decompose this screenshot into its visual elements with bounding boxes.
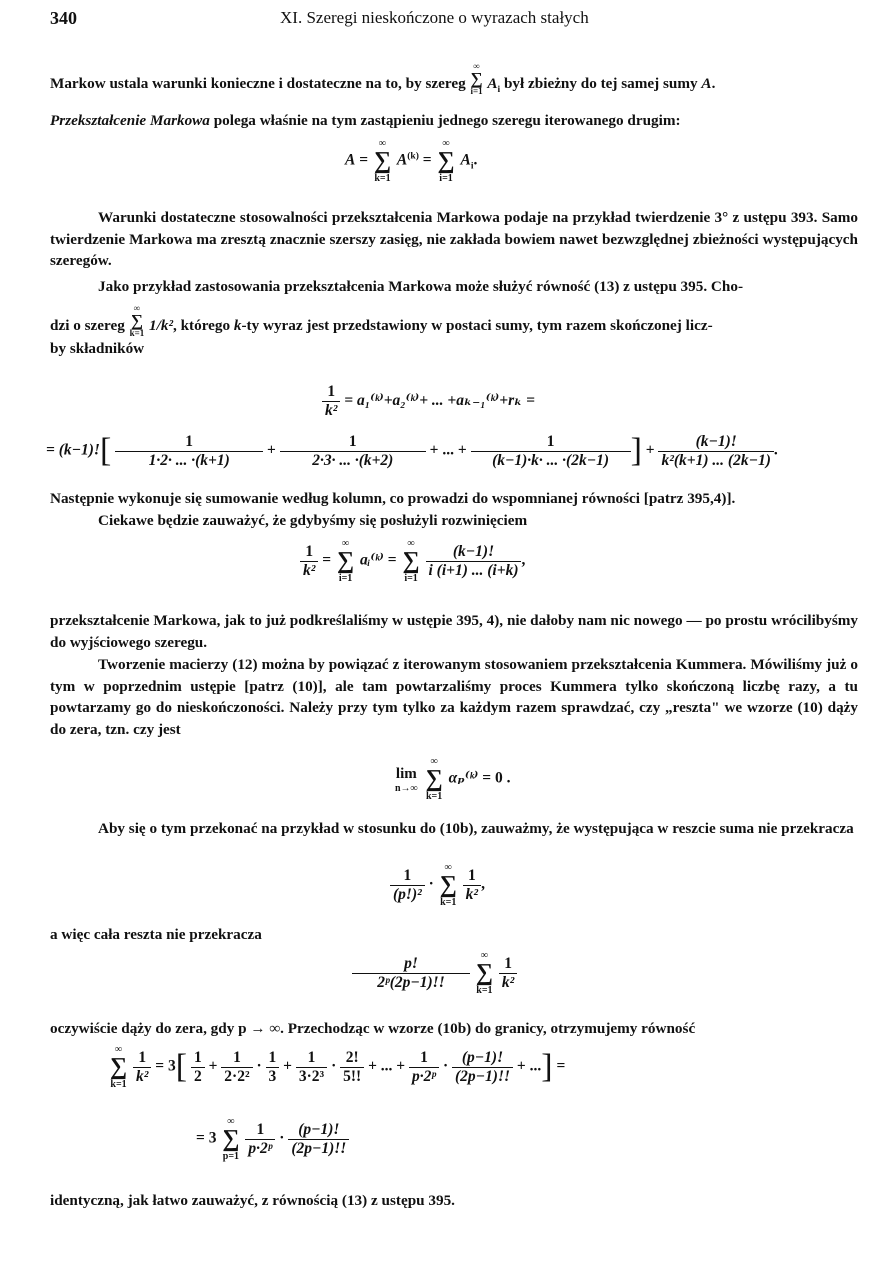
paragraph-markow-definition: Przekształcenie Markowa polega właśnie na tym zastąpieniu jednego szeregu iterowanego drugim:: [50, 112, 681, 129]
paragraph-summation: Następnie wykonuje się sumowanie według kolumn, co prowadzi do wspomnianej równości [patrz 395,4)].: [50, 490, 736, 507]
paragraph-kummer: Tworzenie macierzy (12) można by powiązać z iterowanym stosowaniem przekształcenia Kummera. Mówiliśmy już o tym w poprzednim ustępie [patrz (10)], ale tam powtarzaliśmy proces Kummera tylko skończoną liczbę razy, a tu powtarzamy go do nieskończoności. Należy przy tym tylko za każdym razem sprawdzać, czy „reszta" we wzorze (10) dąży do zera, tzn. czy jest: [50, 656, 858, 738]
running-title: XI. Szeregi nieskończone o wyrazach stałych: [280, 8, 589, 27]
equation-4: $\frac{1}{\text{k²}}$ = ∞ ∑ i=1 aᵢ⁽ᵏ⁾ = ∞ ∑ i=1 $\frac{(k-1)!}{i (i+1) ... (i+k)}$ ,: [300, 538, 525, 584]
paragraph-nothing-new: przekształcenie Markowa, jak to już podkreślaliśmy w ustępie 395, 4), nie dałoby nam nic nowego — po prostu wrócilibyśmy do wyjściowego szeregu.: [50, 612, 858, 651]
paragraph-expansion: Ciekawe będzie zauważyć, że gdybyśmy się posłużyli rozwinięciem: [98, 512, 528, 529]
equation-5: lim n→∞ ∞ ∑ k=1 αₚ⁽ᵏ⁾ = 0 .: [395, 756, 511, 802]
sum-symbol: ∞ ∑ i=1: [470, 61, 483, 96]
paragraph-remainder: Aby się o tym przekonać na przykład w stosunku do (10b), zauważmy, że występująca w reszcie suma nie przekracza: [98, 820, 854, 837]
equation-1: A = ∞ ∑ k=1 $A^{(k)}$ = ∞ ∑ i=1 $A_i$.: [345, 138, 478, 184]
term-italic: Przekształcenie Markowa: [50, 112, 210, 129]
paragraph-markow-conditions: Markow ustala warunki konieczne i dostateczne na to, by szereg ∞ ∑ i=1 $A_i$ był zbieżny do tej samej sumy A.: [50, 61, 716, 96]
paragraph-conclusion: identyczną, jak łatwo zauważyć, z równością (13) z ustępu 395.: [50, 1192, 455, 1209]
equation-6: $\frac{1}{\text{(p!)²}}$ · ∞ ∑ k=1 $\frac{1}{\text{k²}}$ ,: [390, 862, 485, 908]
equation-7: $\frac{p!}{\text{2ᵖ(2p−1)!!}}$ ∞ ∑ k=1 $\frac{1}{\text{k²}}$: [352, 950, 517, 996]
page-header: [50, 8, 860, 30]
equation-8: ∞ ∑ k=1 $\frac{1}{\text{k²}}$ = 3[ $\frac{1}{2}$ + $\frac{1}{\text{2·2²}}$ · $\frac{1}{3}$ + $\frac{1}{\text{3·2³}}$ · $\frac{2!}{5!!}$ + ... + $\frac{1}{\text{p·2ᵖ}}$ · $\frac{(p-1)!}{(2p-1)!!}$ + ...] =: [110, 1044, 566, 1090]
equation-3: = (k−1)![ $\frac{1}{1\cdot 2\cdot ... \cdot(k+1)}$ + $\frac{1}{2\cdot 3\cdot ... \cdot(k+2)}$ + ... + $\frac{1}{(k-1)\cdot k\cdot ... \cdot(2k-1)}$ ] + $\frac{(k-1)!}{\text{k²(k+1) ... (2k−1)}}$ .: [46, 432, 778, 469]
paragraph-limit: oczywiście dąży do zera, gdy p → ∞. Przechodząc w wzorze (10b) do granicy, otrzymujemy równość: [50, 1020, 696, 1037]
paragraph-example: Jako przykład zastosowania przekształcenia Markowa może służyć równość (13) z ustępu 395. Cho- dzi o szereg ∞ ∑ k=1 1/k², którego k-ty wyraz jest przedstawiony w postaci sumy, tym razem skończonej licz- by składników: [50, 278, 744, 357]
paragraph-whole-remainder: a więc cała reszta nie przekracza: [50, 926, 262, 943]
equation-9: = 3 ∞ ∑ p=1 $\frac{1}{\text{p·2ᵖ}}$ · $\frac{(p-1)!}{(2p-1)!!}$: [196, 1116, 349, 1162]
page-number: 340: [50, 8, 77, 28]
equation-2: $\frac{1}{\text{k²}}$ = a₁⁽ᵏ⁾+a₂⁽ᵏ⁾+ ... +aₖ₋₁⁽ᵏ⁾+rₖ =: [322, 383, 535, 420]
paragraph-conditions: Warunki dostateczne stosowalności przekształcenia Markowa podaje na przykład twierdzenie 3° z ustępu 393. Samo twierdzenie Markowa ma zresztą znacznie szerszy zasięg, nie zakłada bowiem nawet bezwzględnej zbieżności występujących szeregów.: [50, 209, 858, 269]
